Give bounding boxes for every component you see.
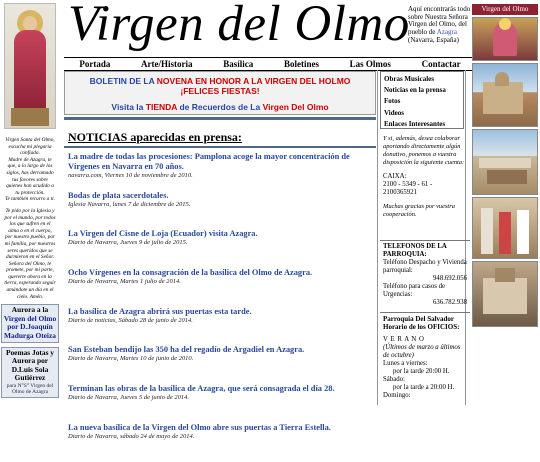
azagra-town-photo[interactable]	[472, 129, 538, 195]
donation-text: Y si, además, desea colaborar aportando directamente algún donativo, ponemos a vuestra disposición la siguiente cuenta:	[383, 135, 465, 166]
announcement-banner	[64, 71, 376, 115]
news-item	[68, 345, 374, 384]
procession-photo[interactable]	[472, 197, 538, 259]
nav-boletines[interactable]: Boletines	[283, 59, 319, 69]
site-header	[60, 0, 480, 55]
news-headline-link[interactable]: San Esteban bendijo las 350 ha del regadío de Argadiel en Azagra.	[68, 345, 305, 355]
phones-title: TELEFONOS DE LA PARROQUIA:	[383, 243, 447, 258]
site-title: Virgen del Olmo	[68, 0, 410, 52]
photo-column-title: Virgen del Olmo	[472, 4, 538, 15]
news-title: NOTICIAS aparecidas en prensa:	[68, 130, 242, 144]
link-obras-musicales[interactable]: Obras Musicales	[384, 75, 434, 83]
poemas-link-box[interactable]: Poemas Jotas y Aurora por D.Luis Sola Gutiérrez para N°S° Virgen del Olmo de Azagra	[1, 347, 59, 398]
news-item	[68, 191, 374, 230]
news-source: Diario de Navarra, Martes 1 julio de 2014.	[68, 278, 181, 286]
virgin-altar-photo[interactable]	[472, 17, 538, 61]
link-enlaces[interactable]: Enlaces Interesantes	[384, 119, 446, 128]
divider-bar	[64, 146, 376, 148]
virgin-statue-image	[4, 3, 56, 129]
news-headline-link[interactable]: La nueva basílica de la Virgen del Olmo abre sus puertas a Tierra Estella.	[68, 422, 331, 432]
link-noticias-prensa[interactable]: Noticias en la prensa	[384, 86, 446, 95]
main-nav	[64, 57, 476, 71]
news-source: Diario de Navarra, sábado 24 de mayo de 2014.	[68, 432, 195, 440]
parish-title: Parroquia Del Salvador Horario de los OFICIOS:	[383, 315, 460, 332]
caixa-label: CAIXA:	[383, 173, 407, 180]
news-headline-link[interactable]: La basílica de Azagra abrirá sus puertas esta tarde.	[68, 306, 252, 316]
news-headline-link[interactable]: La Virgen del Cisne de Loja (Ecuador) visita Azagra.	[68, 229, 258, 239]
news-source: Diario de Navarra, Jueves 5 de junio de 2014.	[68, 394, 189, 402]
link-videos[interactable]: Videos	[384, 108, 404, 117]
felices-fiestas-text: ¡FELICES FIESTAS!	[180, 86, 260, 96]
news-source: navarra.com, Viernes 10 de noviembre de 2010.	[68, 172, 193, 179]
news-headline-link[interactable]: La madre de todas las procesiones: Pamplona acoge la mayor concentración de Vírgenes en Navarra en 70 años.	[68, 152, 350, 171]
news-item	[68, 307, 374, 346]
caixa-number: 2100 - 5349 - 61 - 2100365921	[383, 181, 433, 196]
main-content	[64, 71, 376, 440]
news-headline-link[interactable]: Ocho Vírgenes en la consagración de la basílica del Olmo de Azagra.	[68, 268, 313, 278]
left-column	[0, 0, 60, 405]
link-fotos[interactable]: Fotos	[384, 97, 401, 106]
news-item	[68, 384, 374, 423]
column-divider	[377, 70, 378, 405]
news-source: Diario de noticias, Sábado 28 de junio de 2014.	[68, 316, 193, 324]
news-source: Iglesia Navarra, lunes 7 de diciembre de 2015.	[68, 200, 191, 208]
basilica-exterior-photo[interactable]	[472, 63, 538, 127]
news-list	[68, 152, 374, 462]
aurora-link-box[interactable]: Aurora a la Virgen del Olmo por D.Joaquín Madurga Oteiza	[1, 304, 59, 342]
basilica-model-photo[interactable]	[472, 261, 538, 327]
links-menu	[380, 71, 464, 129]
azagra-link[interactable]: Azagra	[436, 28, 457, 37]
nav-portada[interactable]: Portada	[79, 59, 111, 69]
news-item	[68, 268, 374, 307]
donation-thanks: Muchas gracias por vuestra cooperación.	[383, 203, 455, 218]
prayer-text: Virgen Santa del Olmo, escucha mi plegaria confiada. Madre de Azagra, te que, a lo largo de los siglos, has derramado tus favores sobre quienes han acudido a tu protección. Te también recurro a ti. Te pido por la Iglesia y por el mundo, por todos los que sufren en el alma o en el cuerpo, por nuestro pueblo, por mi familia, por nuestros seres queridos que se durmieron en el Señor. Señora del Olmo, te promete, por mi parte, quererte ahora en la tierra, esperando seguir amándote un día en el cielo. Amén.	[4, 137, 56, 300]
info-column	[380, 71, 467, 405]
news-item	[68, 229, 374, 268]
divider-bar	[64, 117, 376, 120]
news-item	[68, 152, 374, 191]
photo-column	[468, 0, 540, 405]
news-headline-link[interactable]: Terminan las obras de la basílica de Azagra, que será consagrada el día 28.	[68, 384, 335, 394]
news-headline-link[interactable]: Bodas de plata sacerdotales.	[68, 190, 169, 200]
novena-link[interactable]: BOLETIN DE LA NOVENA EN HONOR A LA VIRGEN DEL HOLMO	[89, 76, 351, 86]
nav-contactar[interactable]: Contactar	[421, 59, 461, 69]
nav-arte-historia[interactable]: Arte/Historia	[141, 59, 193, 69]
donation-box	[380, 133, 470, 221]
tienda-link[interactable]: Visita la TIENDA de Recuerdos de La Virgen Del Olmo	[111, 102, 329, 112]
nav-las-olmos[interactable]: Las Olmos	[349, 59, 391, 69]
news-item	[68, 423, 374, 462]
header-blurb: Aquí encontrarás todo sobre Nuestra Señora Virgen del Olmo, del pueblo de Azagra (Navarra, España)	[408, 5, 471, 44]
news-source: Diario de Navarra, Martes 10 de junio de 2010.	[68, 355, 194, 363]
news-source: Diario de Navarra, Jueves 9 de julio de 2015.	[68, 239, 188, 247]
phones-box: TELEFONOS DE LA PARROQUIA: Teléfono Despacho y Vivienda parroquial: 948.692.056 Teléfono para casos de Urgencias: 636.782.938	[380, 240, 470, 309]
nav-basilica[interactable]: Basílica	[223, 59, 254, 69]
parish-schedule: Parroquia Del Salvador Horario de los OFICIOS: V E R A N O (Últimos de marzo a últimos de octubre) Lunes a viernes: por la tarde 20:00 H. Sábado: por la tarde a 20:00 H. Domingo:	[380, 312, 470, 402]
